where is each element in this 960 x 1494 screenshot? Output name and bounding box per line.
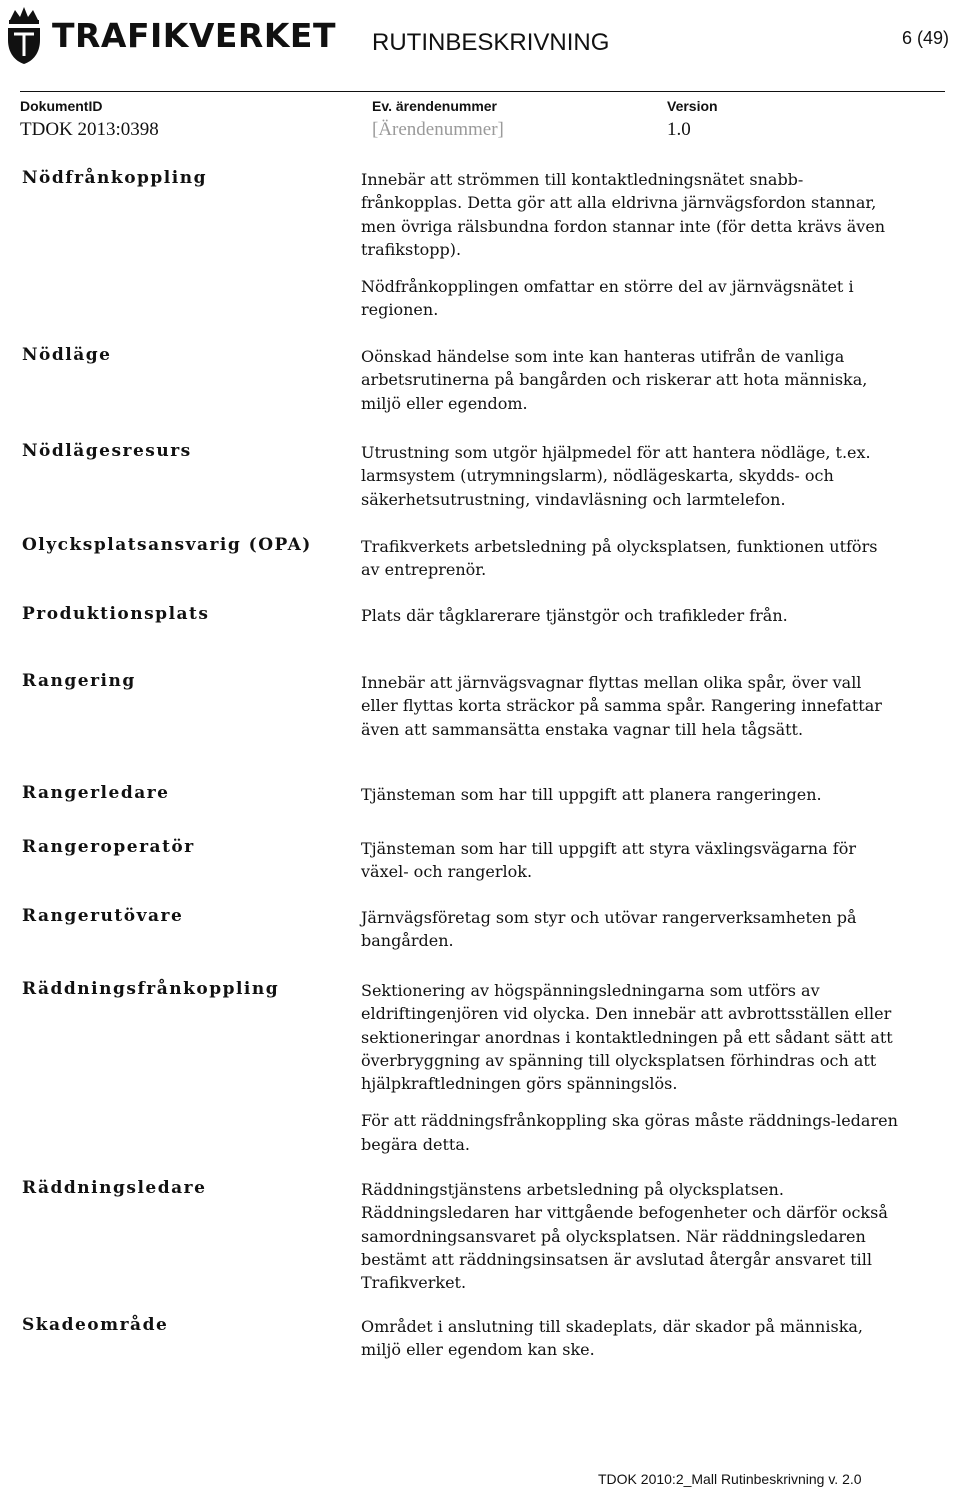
definition-paragraph: Tjänsteman som har till uppgift att planera rangeringen. <box>361 785 822 804</box>
glossary-definition <box>361 783 901 820</box>
definition-paragraph: Oönskad händelse som inte kan hanteras utifrån de vanliga arbetsrutinerna på bangården och riskerar att hota människa, miljö eller egendom. <box>361 347 868 413</box>
page-number: 6 (49) <box>902 28 950 48</box>
definition-paragraph: Utrustning som utgör hjälpmedel för att hantera nödläge, t.ex. larmsystem (utrymningslarm), nödlägeskarta, skydds- och säkerhetsutrustning, vindavläsning och larmtelefon. <box>361 443 871 509</box>
glossary-term: Rangering <box>22 671 136 691</box>
glossary-term: Nödläge <box>22 345 112 365</box>
definition-paragraph: Sektionering av högspänningsledningarna som utförs av eldriftingenjören vid olycka. Den innebär att avbrottsställen eller sektioneringar anordnas i kontaktledningen på ett sådant sätt att överbryggning av spänning till olycksplatsen förhindras och att hjälpkraftledningen görs spänningslös. <box>361 981 893 1094</box>
glossary-definition <box>361 441 901 525</box>
brand-name: TRAFIKVERKET <box>52 16 336 55</box>
glossary-definition <box>361 1178 901 1308</box>
definition-paragraph: Tjänsteman som har till uppgift att styra växlingsvägarna för växel- och rangerlok. <box>361 839 856 882</box>
glossary-definition <box>361 345 901 429</box>
reference-number: [Ärendenummer] <box>372 119 504 140</box>
glossary-term: Räddningsfrånkoppling <box>22 979 280 999</box>
glossary-term: Rangeroperatör <box>22 837 195 857</box>
version-label: Version <box>667 98 718 114</box>
glossary-definition <box>361 906 901 967</box>
reference-number-label: Ev. ärendenummer <box>372 98 498 114</box>
glossary-definition <box>361 168 901 336</box>
glossary-term: Räddningsledare <box>22 1178 207 1198</box>
definition-paragraph: Plats där tågklarerare tjänstgör och trafikleder från. <box>361 606 788 625</box>
document-type: RUTINBESKRIVNING <box>372 29 610 56</box>
version-number: 1.0 <box>667 119 691 140</box>
footer-template-id: TDOK 2010:2_Mall Rutinbeskrivning v. 2.0 <box>598 1471 862 1487</box>
definition-paragraph: Innebär att järnvägsvagnar flyttas mellan olika spår, över vall eller flyttas korta sträckor på samma spår. Rangering innefattar även att sammansätta enstaka vagnar till hela tågsätt. <box>361 673 882 739</box>
document-id: TDOK 2013:0398 <box>20 119 159 140</box>
glossary-definition <box>361 671 901 755</box>
glossary-term: Rangerutövare <box>22 906 184 926</box>
definition-paragraph: Järnvägsföretag som styr och utövar rangerverksamheten på bangården. <box>361 908 857 951</box>
definition-paragraph: Trafikverkets arbetsledning på olycksplatsen, funktionen utförs av entreprenör. <box>361 537 878 580</box>
definition-paragraph: Området i anslutning till skadeplats, där skador på människa, miljö eller egendom kan ske. <box>361 1317 864 1360</box>
glossary-term: Nödfrånkoppling <box>22 168 207 188</box>
definition-paragraph: Räddningstjänstens arbetsledning på olycksplatsen. Räddningsledaren har vittgående befogenheter och därför också samordningsansvaret på olycksplatsen. När räddningsledaren bestämt att räddningsinsatsen är avslutad återgår ansvaret till Trafikverket. <box>361 1180 888 1293</box>
definition-paragraph: Innebär att strömmen till kontaktledningsnätet snabb-frånkopplas. Detta gör att alla eldrivna järnvägsfordon stannar, men övriga rälsbundna fordon stannar inte (för detta krävs även trafikstopp). <box>361 170 886 259</box>
document-id-label: DokumentID <box>20 98 103 114</box>
glossary-definition <box>361 535 901 596</box>
definition-paragraph: För att räddningsfrånkoppling ska göras måste räddnings-ledaren begära detta. <box>361 1111 898 1154</box>
glossary-term: Skadeområde <box>22 1315 169 1335</box>
glossary-term: Rangerledare <box>22 783 170 803</box>
glossary-definition <box>361 604 901 641</box>
glossary-definition <box>361 1315 901 1376</box>
glossary-definition <box>361 979 901 1170</box>
glossary-definition <box>361 837 901 898</box>
glossary-term: Produktionsplats <box>22 604 210 624</box>
definition-paragraph: Nödfrånkopplingen omfattar en större del av järnvägsnätet i regionen. <box>361 277 854 320</box>
glossary-term: Nödlägesresurs <box>22 441 192 461</box>
glossary-term: Olycksplatsansvarig (OPA) <box>22 535 312 555</box>
